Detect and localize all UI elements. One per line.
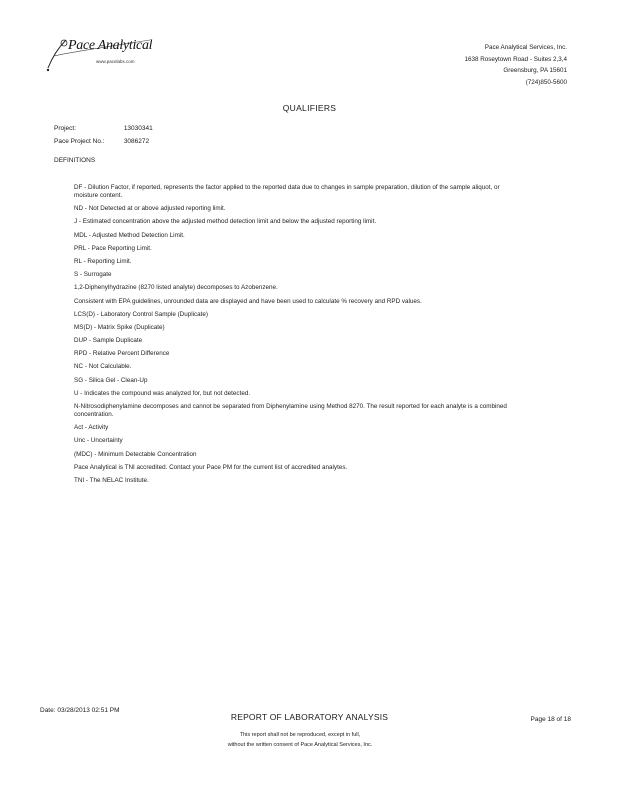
definition-item: LCS(D) - Laboratory Control Sample (Duplicate) [74,310,209,318]
definition-item: MS(D) - Matrix Spike (Duplicate) [74,323,165,331]
project-value: 13030341 [123,125,153,132]
definitions-list [74,184,514,490]
logo-text: Pace Analytical [68,38,153,53]
pace-analytical-logo [40,28,160,76]
definition-item: U - Indicates the compound was analyzed for, but not detected. [74,389,251,397]
report-date: Date: 03/28/2013 02:51 PM [40,707,120,714]
disclaimer [0,730,600,750]
definition-item: ND - Not Detected at or above adjusted reporting limit. [74,205,226,213]
definition-item: DF - Dilution Factor, if reported, represents the factor applied to the reported data due to changes in sample preparation, dilution of the sample aliquot, or moisture content. [74,184,500,199]
footer-title: REPORT OF LABORATORY ANALYSIS [230,712,389,722]
definition-item: 1,2-Diphenylhydrazine (8270 listed analyte) decomposes to Azobenzene. [74,284,278,292]
definition-item: SG - Silica Gel - Clean-Up [74,376,148,384]
disclaimer-line: This report shall not be reproduced, except in full, [239,732,361,738]
definition-item: Consistent with EPA guidelines, unrounded data are displayed and have been used to calculate % recovery and RPD values. [74,297,422,305]
definition-item: NC - Not Calculable. [74,363,132,371]
definition-item: Pace Analytical is TNI accredited. Contact your Pace PM for the current list of accredited analytes. [74,463,348,471]
definition-item: RL - Reporting Limit. [74,257,132,265]
definition-item: Act - Activity [74,424,109,432]
disclaimer-line: without the written consent of Pace Analytical Services, Inc. [227,742,373,748]
definition-item: TNI - The NELAC Institute. [74,476,149,484]
address-line: Pace Analytical Services, Inc. [484,44,567,51]
definition-item: S - Surrogate [74,271,112,279]
pace-project-value: 3086272 [123,138,150,145]
definition-item: RPD - Relative Percent Difference [74,350,170,358]
logo-url: www.pacelabs.com [96,59,135,64]
definition-item: MDL - Adjusted Method Detection Limit. [74,231,185,239]
definitions-heading: DEFINITIONS [54,157,96,164]
company-address [464,42,567,88]
definition-item: (MDC) - Minimum Detectable Concentration [74,450,197,458]
project-label: Project: [54,125,77,132]
definition-item: Unc - Uncertainty [74,437,123,445]
pace-project-label: Pace Project No.: [54,138,105,145]
definition-item: N-Nitrosodiphenylamine decomposes and cannot be separated from Diphenylamine using Method 8270. The result reported for each analyte is a combined concentration. [74,403,507,418]
definition-item: J - Estimated concentration above the adjusted method detection limit and below the adjusted reporting limit. [74,218,377,226]
project-row [54,125,153,132]
address-line: (724)850-5600 [525,78,567,86]
pace-project-row [54,138,149,145]
page-title: QUALIFIERS [282,103,337,113]
page-number: Page 18 of 18 [530,716,571,723]
address-line: 1638 Roseytown Road - Suites 2,3,4 [464,55,567,63]
definition-item: DUP - Sample Duplicate [74,337,143,345]
definition-item: PRL - Pace Reporting Limit. [74,244,152,252]
address-line: Greensburg, PA 15601 [503,67,567,74]
